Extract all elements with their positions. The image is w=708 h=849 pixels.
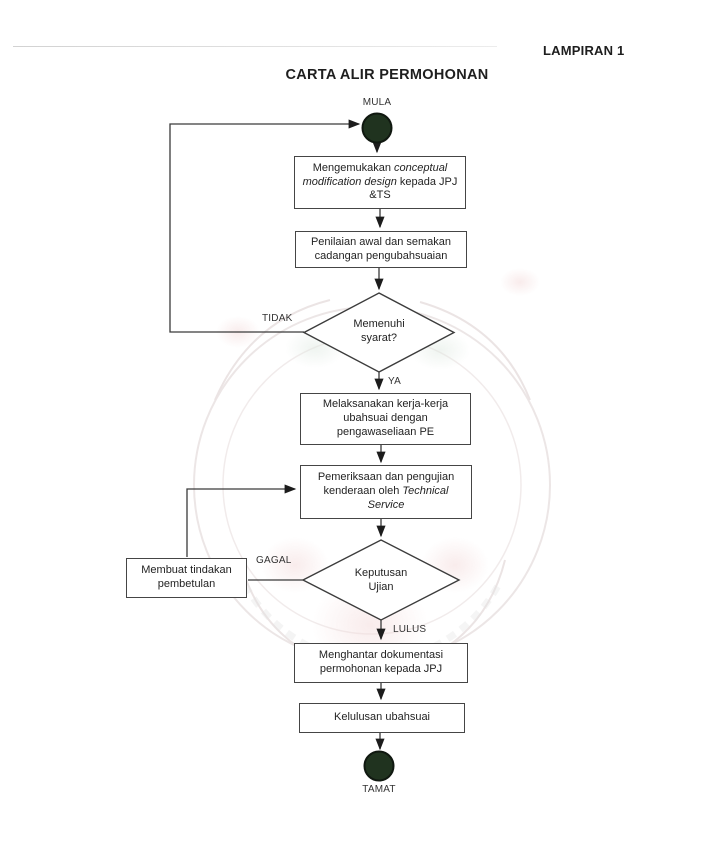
process-carry-out-works <box>300 393 471 445</box>
header-rule <box>13 46 497 47</box>
box-text: Pemeriksaan dan pengujian kenderaan oleh Technical Service <box>317 471 455 511</box>
box-text: Menghantar dokumentasi permohonan kepada JPJ <box>318 649 444 675</box>
process-submit-conceptual-design <box>294 156 466 209</box>
branch-no-label: TIDAK <box>262 313 293 324</box>
start-terminator-circle <box>363 114 392 143</box>
process-initial-assessment <box>295 231 467 268</box>
box-text: Mengemukakan conceptual modification design kepada JPJ &TS <box>302 161 458 202</box>
end-terminator-circle <box>365 752 394 781</box>
branch-fail-label: GAGAL <box>256 555 292 566</box>
page-title: CARTA ALIR PERMOHONAN <box>285 67 489 83</box>
end-label: TAMAT <box>362 784 396 795</box>
box-text: Kelulusan ubahsuai <box>333 711 431 724</box>
appendix-label: LAMPIRAN 1 <box>543 43 625 58</box>
box-text: Melaksanakan kerja-kerja ubahsuai dengan pengawaseliaan PE <box>322 398 449 438</box>
process-corrective-action <box>126 558 247 598</box>
box-text: Membuat tindakan pembetulan <box>141 564 232 590</box>
process-submit-documentation <box>294 643 468 683</box>
process-inspection-testing <box>300 465 472 519</box>
decision1-label: Memenuhi syarat? <box>353 318 405 344</box>
process-modification-approval <box>299 703 465 733</box>
box-text: Penilaian awal dan semakan cadangan pengubahsuaian <box>310 235 452 262</box>
decision2-label: Keputusan Ujian <box>354 567 408 593</box>
branch-yes-label: YA <box>388 376 401 387</box>
branch-pass-label: LULUS <box>393 624 427 635</box>
start-label: MULA <box>362 97 392 108</box>
